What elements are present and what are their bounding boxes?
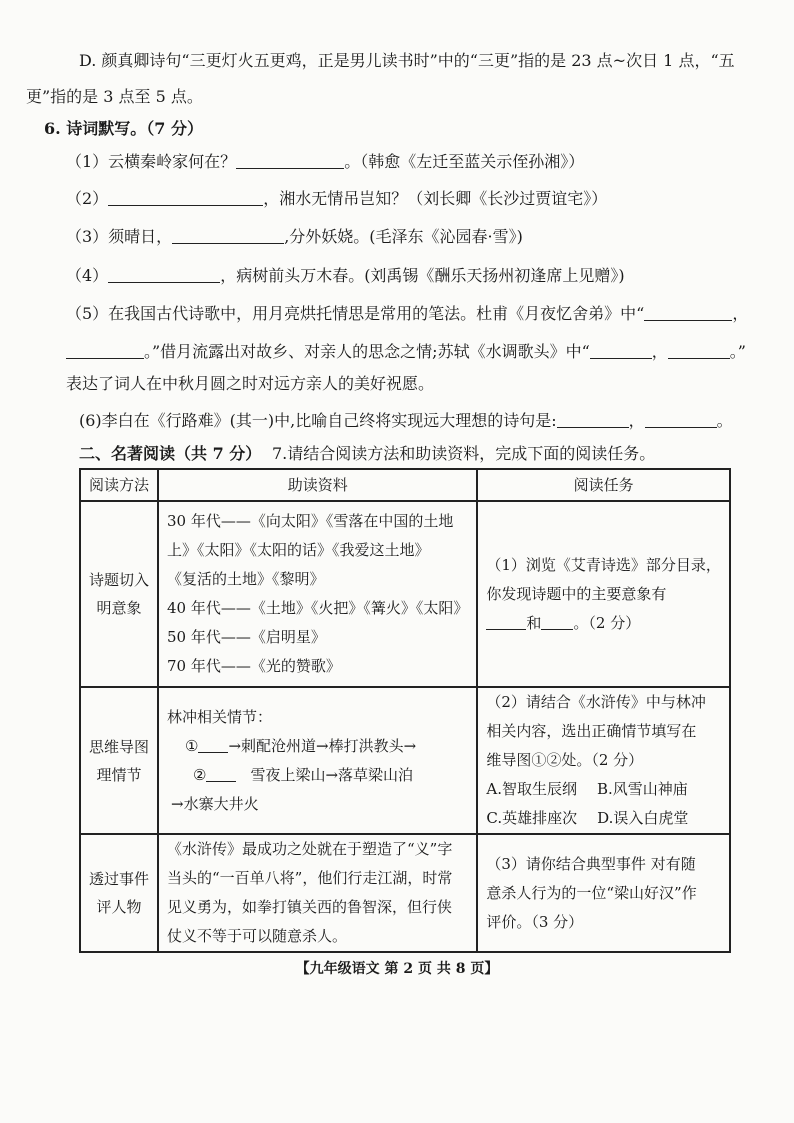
table-row — [80, 834, 730, 952]
flow-text: 雪夜上梁山→落草梁山泊 — [250, 765, 414, 784]
q6-item5-comma2: ， — [651, 342, 668, 361]
answer-blank[interactable] — [590, 342, 652, 359]
task-score: 。（2 分） — [573, 613, 641, 632]
plot-flow-2 — [167, 761, 468, 790]
task-text — [486, 609, 721, 638]
task-and: 和 — [526, 613, 542, 632]
material-line: 上》《太阳》《太阳的话》《我爱这土地》 — [167, 541, 430, 559]
q6-item5-end: 。” — [729, 342, 746, 361]
circle-one: ① — [185, 736, 199, 755]
answer-blank[interactable] — [66, 342, 144, 359]
material-line: 50 年代——《启明星》 — [167, 628, 326, 646]
reading-table — [79, 468, 731, 953]
q6-item5-mid: 。”借月流露出对故乡、对亲人的思念之情;苏轼《水调歌头》中“ — [144, 342, 590, 361]
material-line: 《水浒传》最成功之处就在于塑造了“义”字 — [167, 840, 453, 858]
method-text: 理情节 — [96, 765, 142, 784]
q6-item5-line2 — [66, 341, 746, 363]
option-c: C.英雄排座次 — [486, 809, 578, 827]
table-row — [80, 501, 730, 687]
material-line: 见义勇为，如拳打镇关西的鲁智深，但行侠 — [167, 898, 453, 916]
q6-item5-comma: ， — [732, 304, 749, 323]
method-cell — [80, 834, 158, 952]
answer-blank[interactable] — [645, 411, 717, 428]
q6-item6-mid: ， — [628, 411, 645, 430]
table-header-row — [80, 469, 730, 501]
table-row — [80, 687, 730, 834]
material-cell — [158, 501, 477, 687]
task-text: 维导图①②处。（2 分） — [486, 751, 644, 769]
task-text: 你发现诗题中的主要意象有 — [486, 584, 667, 603]
method-text: 透过事件 — [89, 870, 150, 888]
q6-item3 — [66, 226, 523, 248]
q6-item2-pre: （2） — [66, 189, 109, 208]
q6-item5-line3: 表达了词人在中秋月圆之时对远方亲人的美好祝愿。 — [66, 374, 435, 393]
q7-prompt: 7.请结合阅读方法和助读资料，完成下面的阅读任务。 — [272, 444, 656, 463]
method-text: 评人物 — [96, 898, 142, 916]
material-line: 当头的“一百单八将”，他们行走江湖，时常 — [167, 869, 453, 887]
method-text: 诗题切入 — [89, 571, 150, 589]
q6-item1-pre: （1）云横秦岭家何在？ — [66, 152, 237, 171]
answer-blank[interactable] — [206, 765, 236, 782]
answer-blank[interactable] — [486, 613, 526, 630]
q6-item5-text: （5）在我国古代诗歌中，用月亮烘托情思是常用的笔法。杜甫《月夜忆舍弟》中“ — [66, 304, 645, 323]
option-d-line1: D. 颜真卿诗句“三更灯火五更鸡，正是男儿读书时”中的“三更”指的是 23 点~次日 1 点，“五 — [79, 51, 735, 70]
method-text: 思维导图 — [89, 737, 150, 756]
task-text: 评价。（3 分） — [486, 912, 584, 931]
answer-blank[interactable] — [644, 304, 732, 321]
material-line: 70 年代——《光的赞歌》 — [167, 657, 341, 675]
task-text: 相关内容，选出正确情节填写在 — [486, 722, 697, 740]
answer-blank[interactable] — [668, 342, 730, 359]
task-text: （1）浏览《艾青诗选》部分目录， — [486, 555, 721, 574]
method-cell — [80, 501, 158, 687]
option-d: D.误入白虎堂 — [597, 809, 689, 827]
answer-blank[interactable] — [557, 411, 629, 428]
task-cell — [477, 687, 730, 834]
flow-text: →刺配沧州道→棒打洪教头→ — [228, 736, 417, 755]
options-row — [486, 804, 721, 833]
task-text: （3）请你结合典型事件 对有随 — [486, 854, 696, 873]
material-line: 40 年代——《土地》《火把》《篝火》《太阳》 — [167, 599, 469, 617]
method-text: 明意象 — [96, 599, 142, 617]
option-a: A.智取生辰纲 — [486, 780, 577, 798]
q6-item6-end: 。 — [716, 411, 733, 430]
q6-item4 — [66, 265, 625, 287]
task-text: 意杀人行为的一位“梁山好汉”作 — [486, 883, 697, 902]
q6-item4-post: ，病树前头万木春。(刘禹锡《酬乐天扬州初逢席上见赠》) — [220, 266, 625, 285]
task-text: （2）请结合《水浒传》中与林冲 — [486, 693, 706, 711]
header-task: 阅读任务 — [477, 469, 730, 501]
q6-item2-post: ，湘水无情吊岂知？（刘长卿《长沙过贾谊宅》） — [263, 189, 608, 208]
section2-heading: 二、名著阅读（共 7 分） — [79, 444, 262, 463]
q6-item3-post: ,分外妖娆。(毛泽东《沁园春·雪》) — [284, 227, 523, 246]
task-cell — [477, 834, 730, 952]
answer-blank[interactable] — [541, 613, 573, 630]
q6-item5-line1 — [66, 303, 748, 325]
q6-item6 — [79, 410, 733, 432]
answer-blank[interactable] — [236, 152, 344, 169]
options-row — [486, 775, 721, 804]
material-title: 林冲相关情节： — [167, 707, 273, 726]
option-d-line2: 更”指的是 3 点至 5 点。 — [26, 87, 203, 106]
answer-blank[interactable] — [108, 266, 220, 283]
flow-text: →水寨大井火 — [171, 794, 259, 813]
material-cell — [158, 687, 477, 834]
material-cell — [158, 834, 477, 952]
page-footer: 【九年级语文 第 2 页 共 8 页】 — [295, 961, 499, 977]
q6-item3-pre: （3）须晴日， — [66, 227, 173, 246]
q6-title: 6. 诗词默写。（7 分） — [44, 119, 203, 138]
q6-item6-pre: (6)李白在《行路难》(其一)中,比喻自己终将实现远大理想的诗句是: — [79, 411, 557, 430]
circle-two: ② — [193, 765, 207, 784]
q6-item1-post: 。（韩愈《左迁至蓝关示侄孙湘》） — [344, 152, 585, 171]
answer-blank[interactable] — [198, 736, 228, 753]
method-cell — [80, 687, 158, 834]
task-cell — [477, 501, 730, 687]
header-method: 阅读方法 — [80, 469, 158, 501]
plot-flow-1 — [167, 732, 468, 761]
answer-blank[interactable] — [108, 189, 263, 206]
material-line: 《复活的土地》《黎明》 — [167, 570, 325, 588]
q6-item1 — [66, 151, 584, 173]
q6-item2 — [66, 188, 607, 210]
header-material: 助读资料 — [158, 469, 477, 501]
material-line: 30 年代——《向太阳》《雪落在中国的土地 — [167, 512, 454, 530]
q6-item4-pre: （4） — [66, 266, 109, 285]
option-b: B.风雪山神庙 — [596, 780, 688, 798]
material-line: 仗义不等于可以随意杀人。 — [167, 927, 348, 945]
answer-blank[interactable] — [172, 227, 284, 244]
